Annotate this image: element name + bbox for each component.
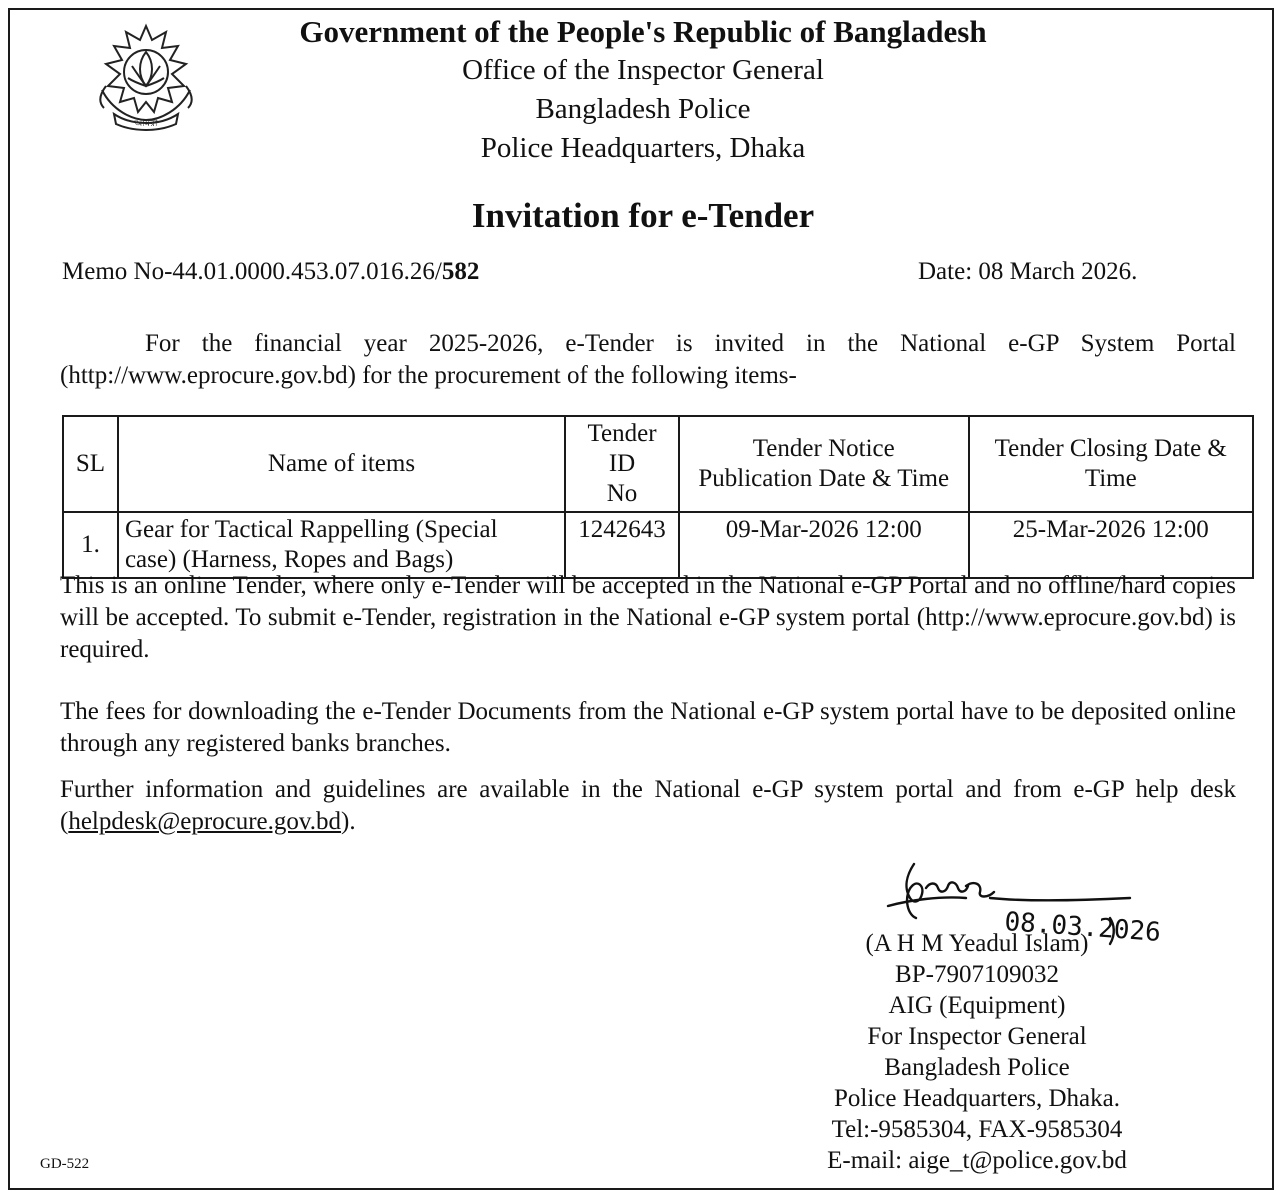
header-sl: SL [63, 416, 118, 512]
header-organization: Bangladesh Police [535, 93, 751, 125]
signatory-block [760, 928, 1194, 1176]
header-closing [969, 416, 1253, 512]
header-publication-line2: Publication Date & Time [698, 465, 950, 492]
header-closing-line1: Tender Closing Date & [994, 435, 1227, 462]
header-location: Police Headquarters, Dhaka [480, 132, 806, 164]
signatory-location: Police Headquarters, Dhaka. [834, 1085, 1120, 1112]
intro-paragraph: For the financial year 2025-2026, e-Tender is invited in the National e-GP System Portal (http://www.eprocure.gov.bd) for the procurement of the following items- [60, 330, 1236, 389]
row-publication-date: 09-Mar-2026 12:00 [679, 512, 969, 578]
row-tender-id: 1242643 [565, 512, 679, 578]
emblem-motto: আমরা [134, 119, 158, 129]
signature-date: 08.03.2026 [1003, 907, 1162, 948]
header-tender-id-line2: No [606, 480, 638, 507]
row-sl: 1. [63, 512, 118, 578]
further-info-suffix: ). [341, 808, 356, 835]
header-publication [679, 416, 969, 512]
memo-prefix: Memo No-44.01.0000.453.07.016.26/ [62, 258, 442, 285]
helpdesk-email-link[interactable]: helpdesk@eprocure.gov.bd [68, 808, 342, 835]
header-office: Office of the Inspector General [462, 54, 824, 86]
header-closing-line2: Time [1084, 465, 1137, 492]
header-tender-id [565, 416, 679, 512]
further-info-text: Further information and guidelines are available in the National e-GP system portal and from e-GP help desk ( [60, 776, 1236, 835]
table-row [63, 512, 1253, 578]
header-government: Government of the People's Republic of Bangladesh [299, 14, 987, 49]
footer-code: GD-522 [40, 1156, 90, 1172]
online-tender-paragraph: This is an online Tender, where only e-Tender will be accepted in the National e-GP Portal and no offline/hard copies will be accepted. To submit e-Tender, registration in the National e-GP system portal (http://www.eprocure.gov.bd) is required. [60, 572, 1236, 663]
signatory-for: For Inspector General [867, 1023, 1087, 1050]
row-closing-date: 25-Mar-2026 12:00 [969, 512, 1253, 578]
row-item-name [118, 512, 565, 578]
memo-serial: 582 [441, 258, 480, 285]
memo-number [62, 258, 479, 286]
signatory-designation: AIG (Equipment) [888, 992, 1066, 1019]
header-name: Name of items [118, 416, 565, 512]
notice-date: Date: 08 March 2026. [918, 258, 1138, 285]
tender-table [62, 415, 1254, 579]
header-tender-id-line1: Tender ID [587, 420, 657, 477]
signatory-bp: BP-7907109032 [895, 961, 1059, 988]
row-item-name-line1: Gear for Tactical Rappelling (Special [124, 516, 498, 543]
signatory-name: (A H M Yeadul Islam) [865, 930, 1089, 957]
header-publication-line1: Tender Notice [752, 435, 895, 462]
signatory-org: Bangladesh Police [884, 1054, 1070, 1081]
signatory-email: E-mail: aige_t@police.gov.bd [827, 1147, 1127, 1174]
table-header-row [63, 416, 1253, 512]
fees-paragraph: The fees for downloading the e-Tender Documents from the National e-GP system portal have to be deposited online through any registered banks branches. [60, 698, 1236, 757]
row-item-name-line2: case) (Harness, Ropes and Bags) [124, 546, 454, 573]
page-title: Invitation for e-Tender [471, 196, 815, 235]
further-info-paragraph [60, 774, 1236, 838]
signatory-tel: Tel:-9585304, FAX-9585304 [831, 1116, 1123, 1143]
